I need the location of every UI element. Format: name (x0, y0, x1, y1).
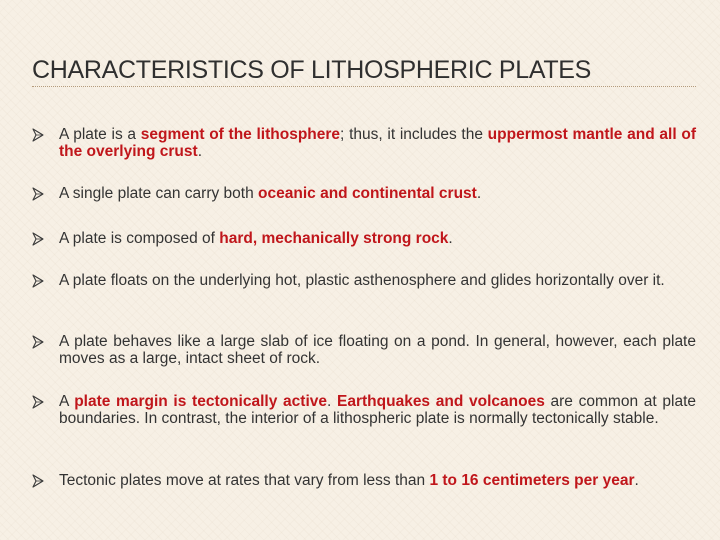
text-run: A single plate can carry both (59, 185, 259, 202)
text-run: A plate is composed of (59, 230, 220, 247)
text-run: . (634, 472, 639, 489)
arrowhead-bullet-icon (32, 335, 44, 349)
bullet-text (59, 186, 696, 203)
arrowhead-bullet-icon (32, 474, 44, 488)
highlighted-term: Earthquakes and volcanoes (337, 393, 545, 410)
text-run: . (448, 230, 453, 247)
arrowhead-bullet-icon (32, 274, 44, 288)
bullet-text (59, 127, 696, 160)
text-run: . (197, 142, 202, 160)
text-run: A plate is a (59, 126, 141, 143)
bullet-text (59, 231, 696, 248)
title-divider (32, 86, 696, 87)
bullet-text (59, 394, 696, 427)
highlighted-term: uppermost mantle and all of the overlying crust (59, 126, 696, 160)
bullet-text (59, 334, 696, 367)
text-run: ; thus, it includes the (340, 126, 488, 143)
highlighted-term: hard, mechanically strong rock (219, 230, 449, 247)
text-run: . (476, 185, 482, 202)
arrowhead-bullet-icon (32, 395, 44, 409)
text-run: . (327, 393, 338, 410)
slide-title: CHARACTERISTICS OF LITHOSPHERIC PLATES (32, 56, 592, 84)
arrowhead-bullet-icon (32, 187, 44, 201)
text-run: Tectonic plates move at rates that vary from less than (59, 472, 430, 489)
text-run: A (59, 393, 75, 410)
text-run: A plate behaves like a large slab of ice floating on a pond. In general, however, each plate moves as a large, intact sheet of rock. (59, 333, 696, 367)
highlighted-term: 1 to 16 centimeters per year (429, 472, 635, 489)
bullet-text (59, 273, 696, 290)
arrowhead-bullet-icon (32, 232, 44, 246)
bullet-text (59, 473, 696, 490)
arrowhead-bullet-icon (32, 128, 44, 142)
highlighted-term: plate margin is tectonically active (74, 393, 327, 410)
highlighted-term: segment of the lithosphere (140, 126, 341, 143)
highlighted-term: oceanic and continental crust (258, 185, 477, 202)
text-run: are common at plate boundaries. In contrast, the interior of a lithospheric plate is normally tectonically stable. (59, 393, 696, 427)
text-run: A plate floats on the underlying hot, plastic asthenosphere and glides horizontally over it. (59, 272, 665, 289)
